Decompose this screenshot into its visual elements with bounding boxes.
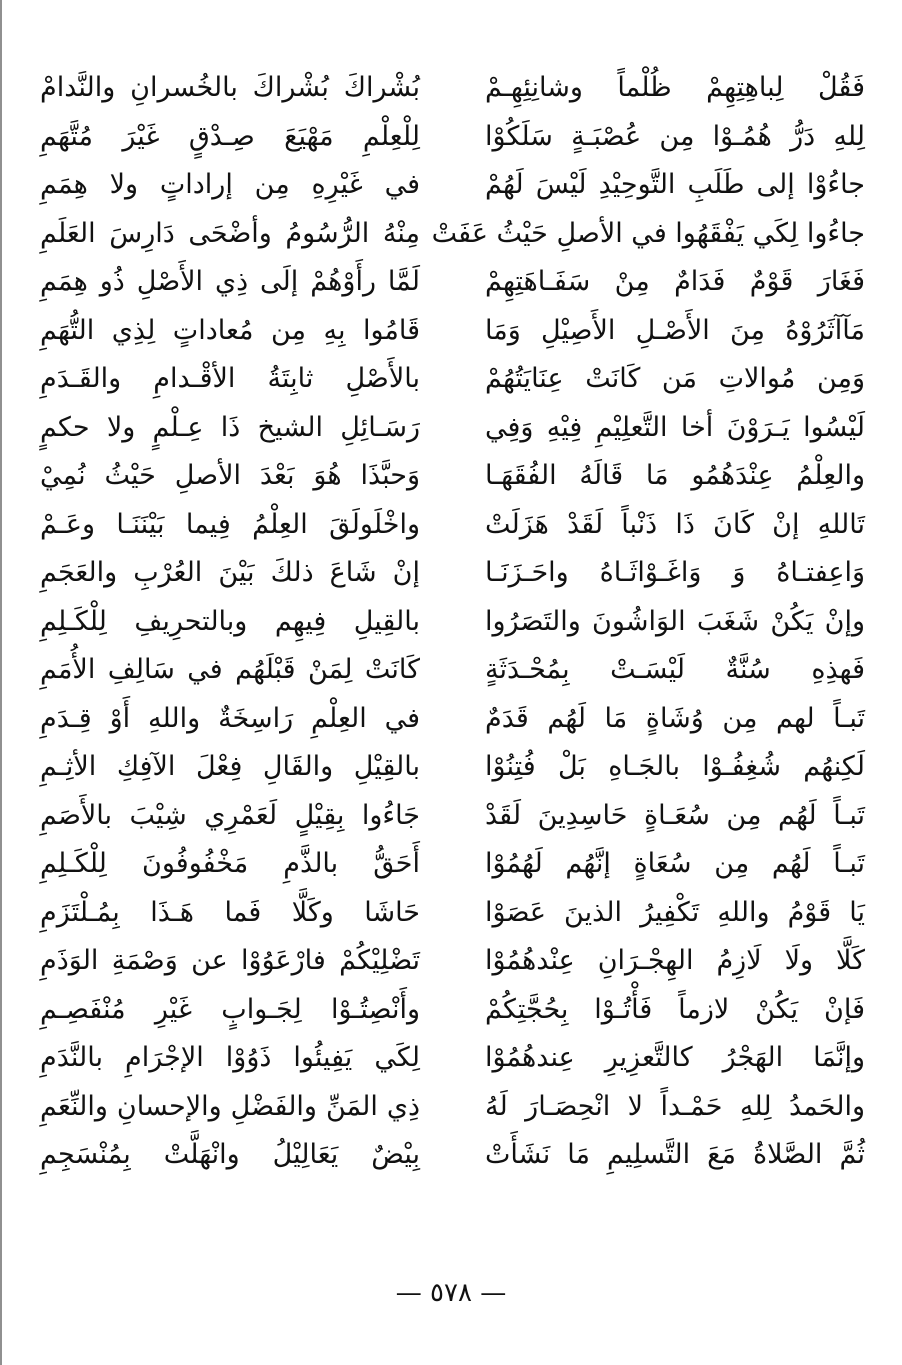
first-hemistich: وإنْ يَكُنْ شَغَبَ الوَاشُونَ والتَصَرُوا [485,605,865,637]
verse [40,792,865,841]
second-hemistich: واخْلَولَقَ العِلْمُ فِيما بَيْنَنَـا وعَـمْ [40,508,420,540]
verse [40,743,865,792]
first-hemistich: تَبـاً لَهُم مِن سُعَـاةٍ حَاسِدِينَ لَقَدْ [485,799,865,831]
second-hemistich: في غَيْرِهِ مِن إراداتٍ ولا هِمَمِ [40,169,420,201]
verse [40,646,865,695]
second-hemistich: بِيْضٌ يَعَالِيْلُ وانْهَلَّتْ بِمُنْسَجِمِ [40,1139,420,1171]
second-hemistich: كَانَتْ لِمَنْ قَبْلَهُم في سَالِفِ الأُمَمِ [40,654,420,686]
second-hemistich: إنْ شَاعَ ذلكَ بَيْنَ العُرْبِ والعَجَمِ [40,557,420,589]
second-hemistich: بالقِيلِ فِيهِم وبالتحرِيفِ لِلْكَـلِمِ [40,605,420,637]
verse [40,113,865,162]
page-number: — ٥٧٨ — [395,1278,507,1308]
verse [40,210,865,259]
second-hemistich: رَسَـائِلِ الشيخ ذَا عِـلْمٍ ولا حكمٍ [40,411,420,443]
verse [40,64,865,113]
verse [40,598,865,647]
first-hemistich: وَمِن مُوالاتِ مَن كَانَتْ عِنَايَتُهُمْ [485,363,865,395]
first-hemistich: فَهذِهِ سُنَّةٌ لَيْسَـتْ بِمُحْـدَثَةٍ [485,654,865,686]
first-hemistich: مَآآثَرُوْهُ مِنَ الأَصْـلِ الأَصِيْلِ وَمَا [485,314,865,346]
verse [40,355,865,404]
second-hemistich: لَمَّا رأَوْهُمْ إلَى ذِي الأَصْلِ ذُو هِمَمِ [40,266,420,298]
first-hemistich: جاءُوا لِكَي يَفْقَهُوا في الأصلِ حَيْثُ عَفَتْ [431,217,865,249]
second-hemistich: لِلْعِلْمِ مَهْيَعَ صِـدْقٍ غَيْرَ مُتَّهَمِ [40,120,420,152]
second-hemistich: وأَنْصِتُـوْا لِجَـوابٍ غَيْرِ مُنْفَصِـمِ [40,993,420,1025]
second-hemistich: تَضْلِيْكُمْ فارْعَوُوْا عن وَصْمَةِ الوَذَمِ [40,945,420,977]
verse [40,161,865,210]
second-hemistich: بُشْراكَ بُشْراكَ بالخُسرانِ والنَّدامْ [40,72,420,104]
first-hemistich: فَإنْ يَكُنْ لازماً فَأْتُـوْا بِحُجَّتِكُمْ [485,993,865,1025]
first-hemistich: فَقُلْ لِباهِتِهِمْ ظُلْماً وشانِئِهِـمْ [485,72,865,104]
first-hemistich: ثُمَّ الصَّلاةُ مَعَ التَّسلِيمِ مَا نَشَأَتْ [485,1139,865,1171]
verse [40,307,865,356]
page-edge-shadow [0,0,12,1365]
verse [40,986,865,1035]
first-hemistich: لِلهِ دَرُّ هُمُـوْا مِن عُصْبَـةٍ سَلَكُوْا [485,120,865,152]
first-hemistich: فَغَارَ قَوْمٌ فَدَامٌ مِنْ سَفَـاهَتِهِمْ [485,266,865,298]
first-hemistich: والحَمدُ لِلهِ حَمْـداً لا انْحِصَـارَ لَهُ [485,1090,865,1122]
second-hemistich: في العِلْمِ رَاسِخَةٌ واللهِ أَوْ قِـدَمِ [40,702,420,734]
second-hemistich: ذِي المَنِّ والفَضْلِ والإحسانِ والنِّعَمِ [40,1090,420,1122]
first-hemistich: كَلَّا ولَا لَازِمُ الهِجْـرَانِ عِنْدهُمُوْا [485,945,865,977]
first-hemistich: وَاعِفتـاهُ وَ وَاغَـوْاثَـاهُ واحَـزَنَـا [485,557,865,589]
first-hemistich: وإنَّمَا الهَجْرُ كالتَّعزِيرِ عِندهُمُوْا [485,1042,865,1074]
first-hemistich: تَبـاً لهم مِن وُشَاةٍ مَا لَهُم قَدَمٌ [485,702,865,734]
poem-body [40,64,865,1180]
verse [40,1034,865,1083]
first-hemistich: جاءُوْا إلى طَلَبِ التَّوحِيْدِ لَيْسَ لَهُمْ [485,169,865,201]
verse [40,937,865,986]
first-hemistich: تَاللهِ إنْ كَانَ ذَا ذَنْباً لَقَدْ هَزَلَتْ [485,508,865,540]
second-hemistich: بالأَصْلِ ثابِتَةُ الأقْـدامِ والقَـدَمِ [40,363,420,395]
second-hemistich: وَحبَّذَا هُوَ بَعْدَ الأصلِ حَيْثُ نُمِيْ [40,460,420,492]
second-hemistich: أَحَقُّ بالذَّمِ مَخْفُوفُونَ لِلْكَـلِمِ [40,848,420,880]
second-hemistich: لِكَي يَفِيئُوا ذَوُوْا الإجْرَامِ بالنَّدَمِ [40,1042,420,1074]
verse [40,258,865,307]
verse [40,695,865,744]
first-hemistich: يَا قَوْمُ واللهِ تَكْفِيرُ الذينَ عَصَوْا [485,896,865,928]
second-hemistich: جَاءُوا بِقِيْلٍ لَعَمْرِي شِيْبَ بالأَصَمِ [40,799,420,831]
verse [40,889,865,938]
second-hemistich: مِنْهُ الرُّسُومُ وأضْحَى دَارِسَ العَلَمِ [40,217,420,249]
verse [40,1131,865,1180]
second-hemistich: قَامُوا بِهِ مِن مُعاداتٍ لِذِي التُّهَمِ [40,314,420,346]
first-hemistich: لَكِنهُم شُغِفُـوْا بالجَـاهِ بَلْ فُتِنُوْا [485,751,865,783]
verse [40,840,865,889]
second-hemistich: بالقِيْلِ والقَالِ فِعْلَ الآفِكِ الأثِـمِ [40,751,420,783]
verse [40,501,865,550]
first-hemistich: تَبـاً لَهُم مِن سُعَاةٍ إنَّهُم لَهُمُوْا [485,848,865,880]
first-hemistich: لَيْسُوا يَـرَوْنَ أخا التَّعلِيْمِ فِيْهِ وَفِي [485,411,865,443]
first-hemistich: والعِلْمُ عِنْدَهُمُو مَا قَالَهُ الفُقَهَـا [485,460,865,492]
second-hemistich: حَاشَا وكَلَّا فَما هَـذَا بِمُـلْتَزَمِ [40,896,420,928]
verse [40,1083,865,1132]
verse [40,404,865,453]
verse [40,549,865,598]
verse [40,452,865,501]
